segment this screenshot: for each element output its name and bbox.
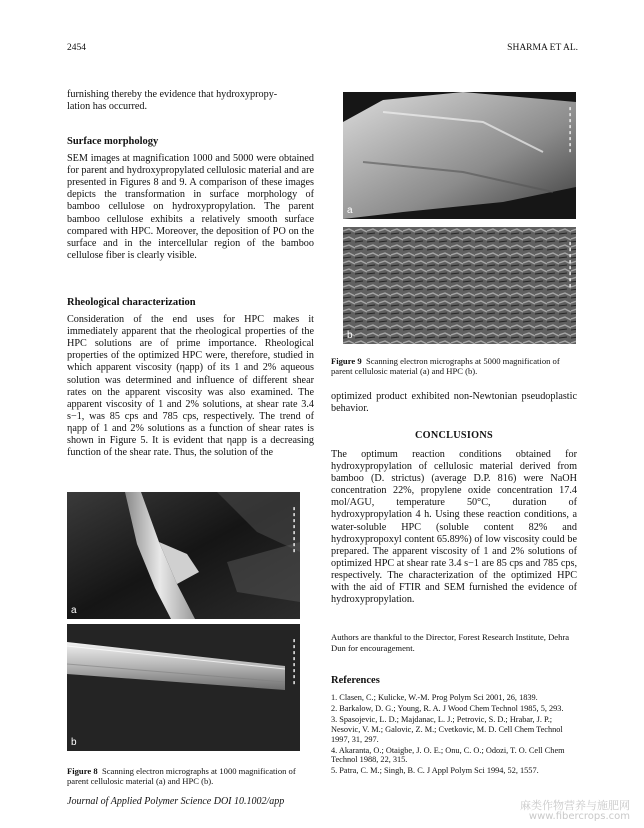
figure-9-caption	[331, 356, 577, 376]
figure-8-caption-text: Scanning electron micrographs at 1000 magnification of parent cellulosic material (a) and HPC (b).	[67, 766, 296, 786]
reference-item: 1. Clasen, C.; Kulicke, W.-M. Prog Polym Sci 2001, 26, 1839.	[331, 693, 538, 702]
intro-line-1: furnishing thereby the evidence that hydroxypropy-	[67, 89, 278, 100]
figure-8a-scale-bar: ▮▮▮▮▮▮▮▮	[291, 506, 297, 554]
figure-9-caption-text: Scanning electron micrographs at 5000 magnification of parent cellulosic material (a) and HPC (b).	[331, 356, 560, 376]
figure-9a-panel-label: a	[347, 205, 353, 216]
figure-9b-scale-bar: ▮▮▮▮▮▮▮▮	[567, 241, 573, 289]
reference-item: 3. Spasojevic, L. D.; Majdanac, L. J.; Petrovic, S. D.; Hrabar, J. P.; Nesovic, V. M.; Galovic, Z. M.; Cvetkovic, M. D. Cell Chem Technol 1997, 31, 297.	[331, 714, 563, 744]
acknowledgement: Authors are thankful to the Director, Forest Research Institute, Dehra Dun for encouragement.	[331, 632, 570, 653]
figure-8-label: Figure 8	[67, 766, 98, 776]
journal-footer: Journal of Applied Polymer Science DOI 10.1002/app	[67, 796, 285, 807]
rheology-paragraph: Consideration of the end uses for HPC makes it immediately apparent that the rheological properties of the HPC solutions are of prime importance. Rheological properties of the optimized HPC were, therefore, studied in which apparent viscosity (ηapp) of its 1 and 2% aqueous solution was determined and influence of different shear rates on the apparent viscosity was also examined. The apparent viscosity of 1 and 2% solutions, at shear rate 3.4 s−1, was 85 cps and 785 cps, respectively. The trend of ηapp of 1 and 2% solutions as a function of shear rates is shown in Figure 5. It is evident that ηapp is a decreasing function of the shear rate. Thus, the solution of the	[67, 314, 314, 459]
page-number: 2454	[67, 43, 86, 53]
figure-9b-fiber-image	[343, 227, 576, 344]
figure-8b-fiber-image	[67, 624, 300, 751]
rheology-section	[67, 297, 314, 459]
reference-item: 4. Akaranta, O.; Otaigbe, J. O. E.; Onu, C. O.; Odozi, T. O. Cell Chem Technol 1988, 22, 315.	[331, 745, 565, 765]
surface-section	[67, 136, 314, 262]
figure-8b-micrograph	[67, 624, 300, 751]
reference-item: 5. Patra, C. M.; Singh, B. C. J Appl Polym Sci 1994, 52, 1557.	[331, 766, 539, 776]
figure-8a-fiber-image	[67, 492, 300, 619]
figure-9b-micrograph	[343, 227, 576, 344]
intro-line-2: lation has occurred.	[67, 101, 148, 113]
references-heading: References	[331, 675, 380, 686]
watermark-line-1: 麻类作物营养与施肥网	[520, 799, 630, 812]
reference-item: 2. Barkalow, D. G.; Young, R. A. J Wood Chem Technol 1985, 5, 293.	[331, 703, 564, 713]
conclusions-heading: CONCLUSIONS	[414, 430, 494, 441]
references-list	[331, 693, 577, 777]
figure-9-label: Figure 9	[331, 356, 362, 366]
figure-9b-panel-label: b	[347, 330, 353, 341]
rheology-heading: Rheological characterization	[67, 297, 196, 308]
figure-8a-micrograph	[67, 492, 300, 619]
figure-9a-fiber-image	[343, 92, 576, 219]
figure-8b-scale-bar: ▮▮▮▮▮▮▮▮	[291, 638, 297, 686]
surface-paragraph: SEM images at magnification 1000 and 5000 were obtained for parent and hydroxypropylated cellulosic material and are presented in Figures 8 and 9. A comparison of these images depicts the transformation in surface morphology of bamboo cellulose on hydroxypropylation. The parent bamboo cellulose exhibits a relatively smooth surface compared with HPC. Moreover, the deposition of PO on the surface and in the intercellular region of the bamboo cellulose fiber is clearly visible.	[67, 153, 314, 261]
figure-8-caption	[67, 766, 314, 786]
figure-9a-micrograph	[343, 92, 576, 219]
figure-8a-panel-label: a	[71, 605, 77, 616]
left-column-top	[67, 89, 314, 113]
watermark-line-2: www.fibercrops.com	[528, 811, 630, 822]
conclusions-paragraph: The optimum reaction conditions obtained for hydroxypropylation of cellulosic material derived from bamboo (D. strictus) (average D.P. 816) were NaOH concentration 22%, propylene oxide concentration 17.4 mol/AGU, temperature 50°C, duration of hydroxypropylation 4 h. Using these reaction conditions, a water-soluble HPC (soluble content 82% and hydroxypropoxyl content 65.89%) of low viscosity could be prepared. The apparent viscosity of 1 and 2% solutions of optimized HPC at shear rate 3.4 s−1 are 85 cps and 785 cps, respectively. The characterization of the optimized HPC with the aid of FTIR and SEM furnished the evidence of hydroxypropylation.	[331, 449, 577, 606]
surface-heading: Surface morphology	[67, 136, 159, 147]
continued-paragraph: optimized product exhibited non-Newtonian pseudoplastic behavior.	[331, 391, 577, 415]
figure-8b-panel-label: b	[71, 737, 77, 748]
running-title: SHARMA ET AL.	[507, 43, 578, 53]
figure-9a-scale-bar: ▮▮▮▮▮▮▮▮	[567, 106, 573, 154]
